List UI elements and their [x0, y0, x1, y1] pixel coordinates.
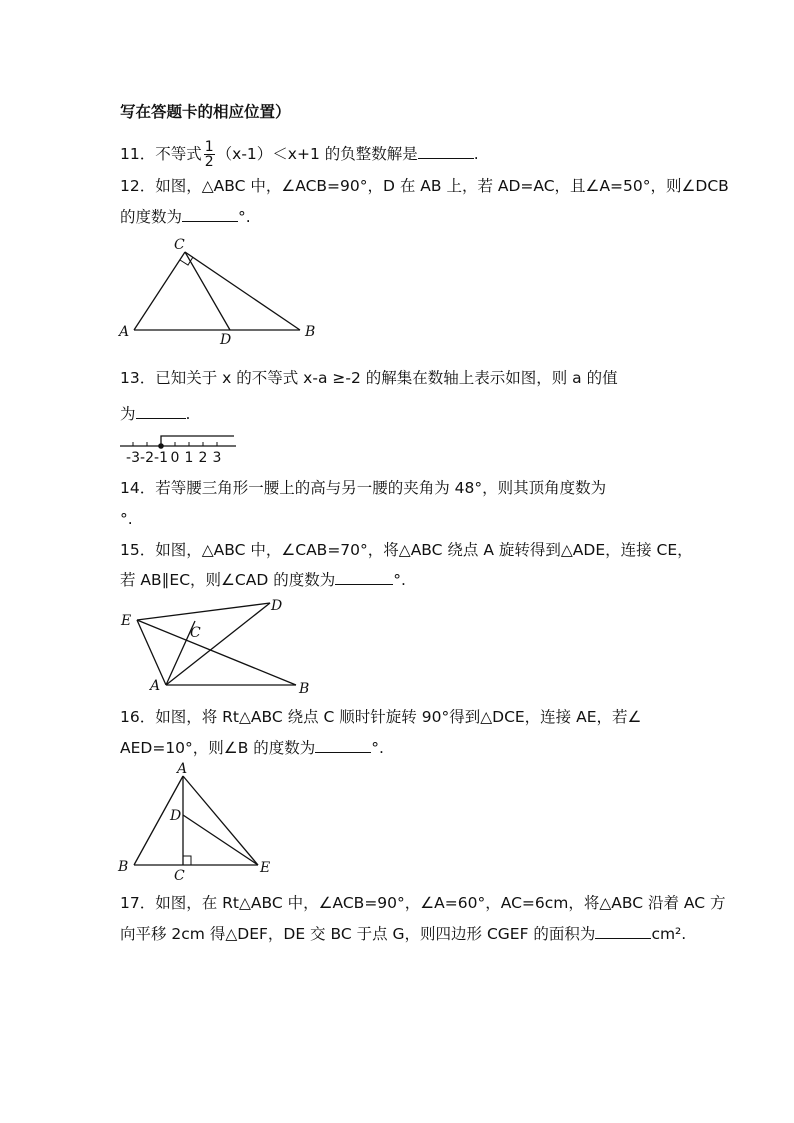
- question-12-line2: [120, 207, 251, 227]
- question-15-line2: [120, 570, 406, 590]
- q15-text: 若 AB∥EC，则∠CAD 的度数为: [120, 571, 336, 589]
- label-c: C: [174, 868, 185, 884]
- q11-prefix: 11．不等式: [120, 145, 202, 163]
- label-e: E: [121, 613, 132, 629]
- figure-15-rotation: [110, 595, 330, 700]
- label-c: C: [190, 625, 201, 641]
- figure-12-triangle: [110, 230, 330, 350]
- segment-ed: [137, 603, 270, 620]
- segment-de: [183, 815, 258, 865]
- segment-ac: [134, 252, 185, 330]
- q16-text: AED=10°，则∠B 的度数为: [120, 739, 316, 757]
- label-c: C: [174, 237, 185, 253]
- label-d: D: [170, 808, 182, 824]
- fraction-numerator: 1: [204, 139, 214, 155]
- question-17-line2: [120, 924, 686, 944]
- tick-label: 3: [212, 450, 222, 466]
- answer-blank[interactable]: [315, 738, 371, 753]
- label-b: B: [299, 681, 310, 697]
- question-16-line1: 16．如图，将 Rt△ABC 绕点 C 顺时针旋转 90°得到△DCE，连接 AE，若∠: [120, 708, 642, 726]
- segment-ad: [166, 603, 270, 685]
- q11-suffix: （x-1）＜x+1 的负整数解是: [216, 145, 418, 163]
- q16-end: °.: [371, 739, 384, 757]
- q15-end: °.: [393, 571, 406, 589]
- question-11: [120, 139, 479, 170]
- segment-ae: [183, 776, 258, 865]
- question-13-line1: 13．已知关于 x 的不等式 x-a ≥-2 的解集在数轴上表示如图，则 a 的值: [120, 369, 618, 387]
- q12-text: 的度数为: [120, 208, 183, 226]
- segment-ecb: [137, 620, 296, 685]
- tick-label: -2: [140, 450, 154, 466]
- tick-label: 0: [170, 450, 180, 466]
- segment-cd: [185, 252, 230, 330]
- section-header: 写在答题卡的相应位置）: [120, 103, 291, 121]
- question-14-line2: °.: [120, 510, 133, 528]
- question-16-line2: [120, 738, 384, 758]
- answer-blank[interactable]: [136, 404, 186, 419]
- label-b: B: [305, 324, 316, 340]
- tick-label: -3: [126, 450, 140, 466]
- tick-label: 2: [198, 450, 208, 466]
- answer-blank[interactable]: [418, 144, 474, 159]
- right-angle-mark: [180, 257, 193, 265]
- label-b: B: [118, 859, 129, 875]
- question-14-line1: 14．若等腰三角形一腰上的高与另一腰的夹角为 48°，则其顶角度数为: [120, 479, 607, 497]
- number-line: [118, 428, 248, 468]
- q12-end: °.: [238, 208, 251, 226]
- answer-blank[interactable]: [182, 207, 238, 222]
- figure-16-rotation: [110, 762, 290, 884]
- question-12-line1: 12．如图，△ABC 中，∠ACB=90°，D 在 AB 上，若 AD=AC，且∠A=50°，则∠DCB: [120, 177, 729, 195]
- label-e: E: [260, 860, 271, 876]
- answer-blank[interactable]: [335, 570, 393, 585]
- q11-end: .: [473, 145, 479, 163]
- solution-set-ray: [161, 436, 234, 446]
- tick-label: -1: [154, 450, 168, 466]
- label-a: A: [150, 678, 161, 694]
- label-a: A: [119, 324, 130, 340]
- segment-cb: [185, 252, 300, 330]
- label-a: A: [177, 761, 188, 777]
- question-15-line1: 15．如图，△ABC 中，∠CAB=70°，将△ABC 绕点 A 旋转得到△ADE，连接 CE，: [120, 541, 693, 559]
- question-13-line2: [120, 404, 190, 424]
- label-d: D: [271, 598, 283, 614]
- label-d: D: [220, 332, 232, 348]
- solution-endpoint: [158, 443, 164, 449]
- question-17-line1: 17．如图，在 Rt△ABC 中，∠ACB=90°，∠A=60°，AC=6cm，将△ABC 沿着 AC 方: [120, 894, 726, 912]
- q17-end: cm².: [651, 925, 687, 943]
- q13-text: 为: [120, 405, 136, 423]
- tick-label: 1: [184, 450, 194, 466]
- right-angle-mark: [183, 856, 191, 865]
- q17-text: 向平移 2cm 得△DEF，DE 交 BC 于点 G，则四边形 CGEF 的面积为: [120, 925, 596, 943]
- fraction-one-half: [204, 140, 215, 169]
- fraction-denominator: 2: [204, 154, 214, 170]
- answer-blank[interactable]: [595, 924, 651, 939]
- q13-end: .: [185, 405, 191, 423]
